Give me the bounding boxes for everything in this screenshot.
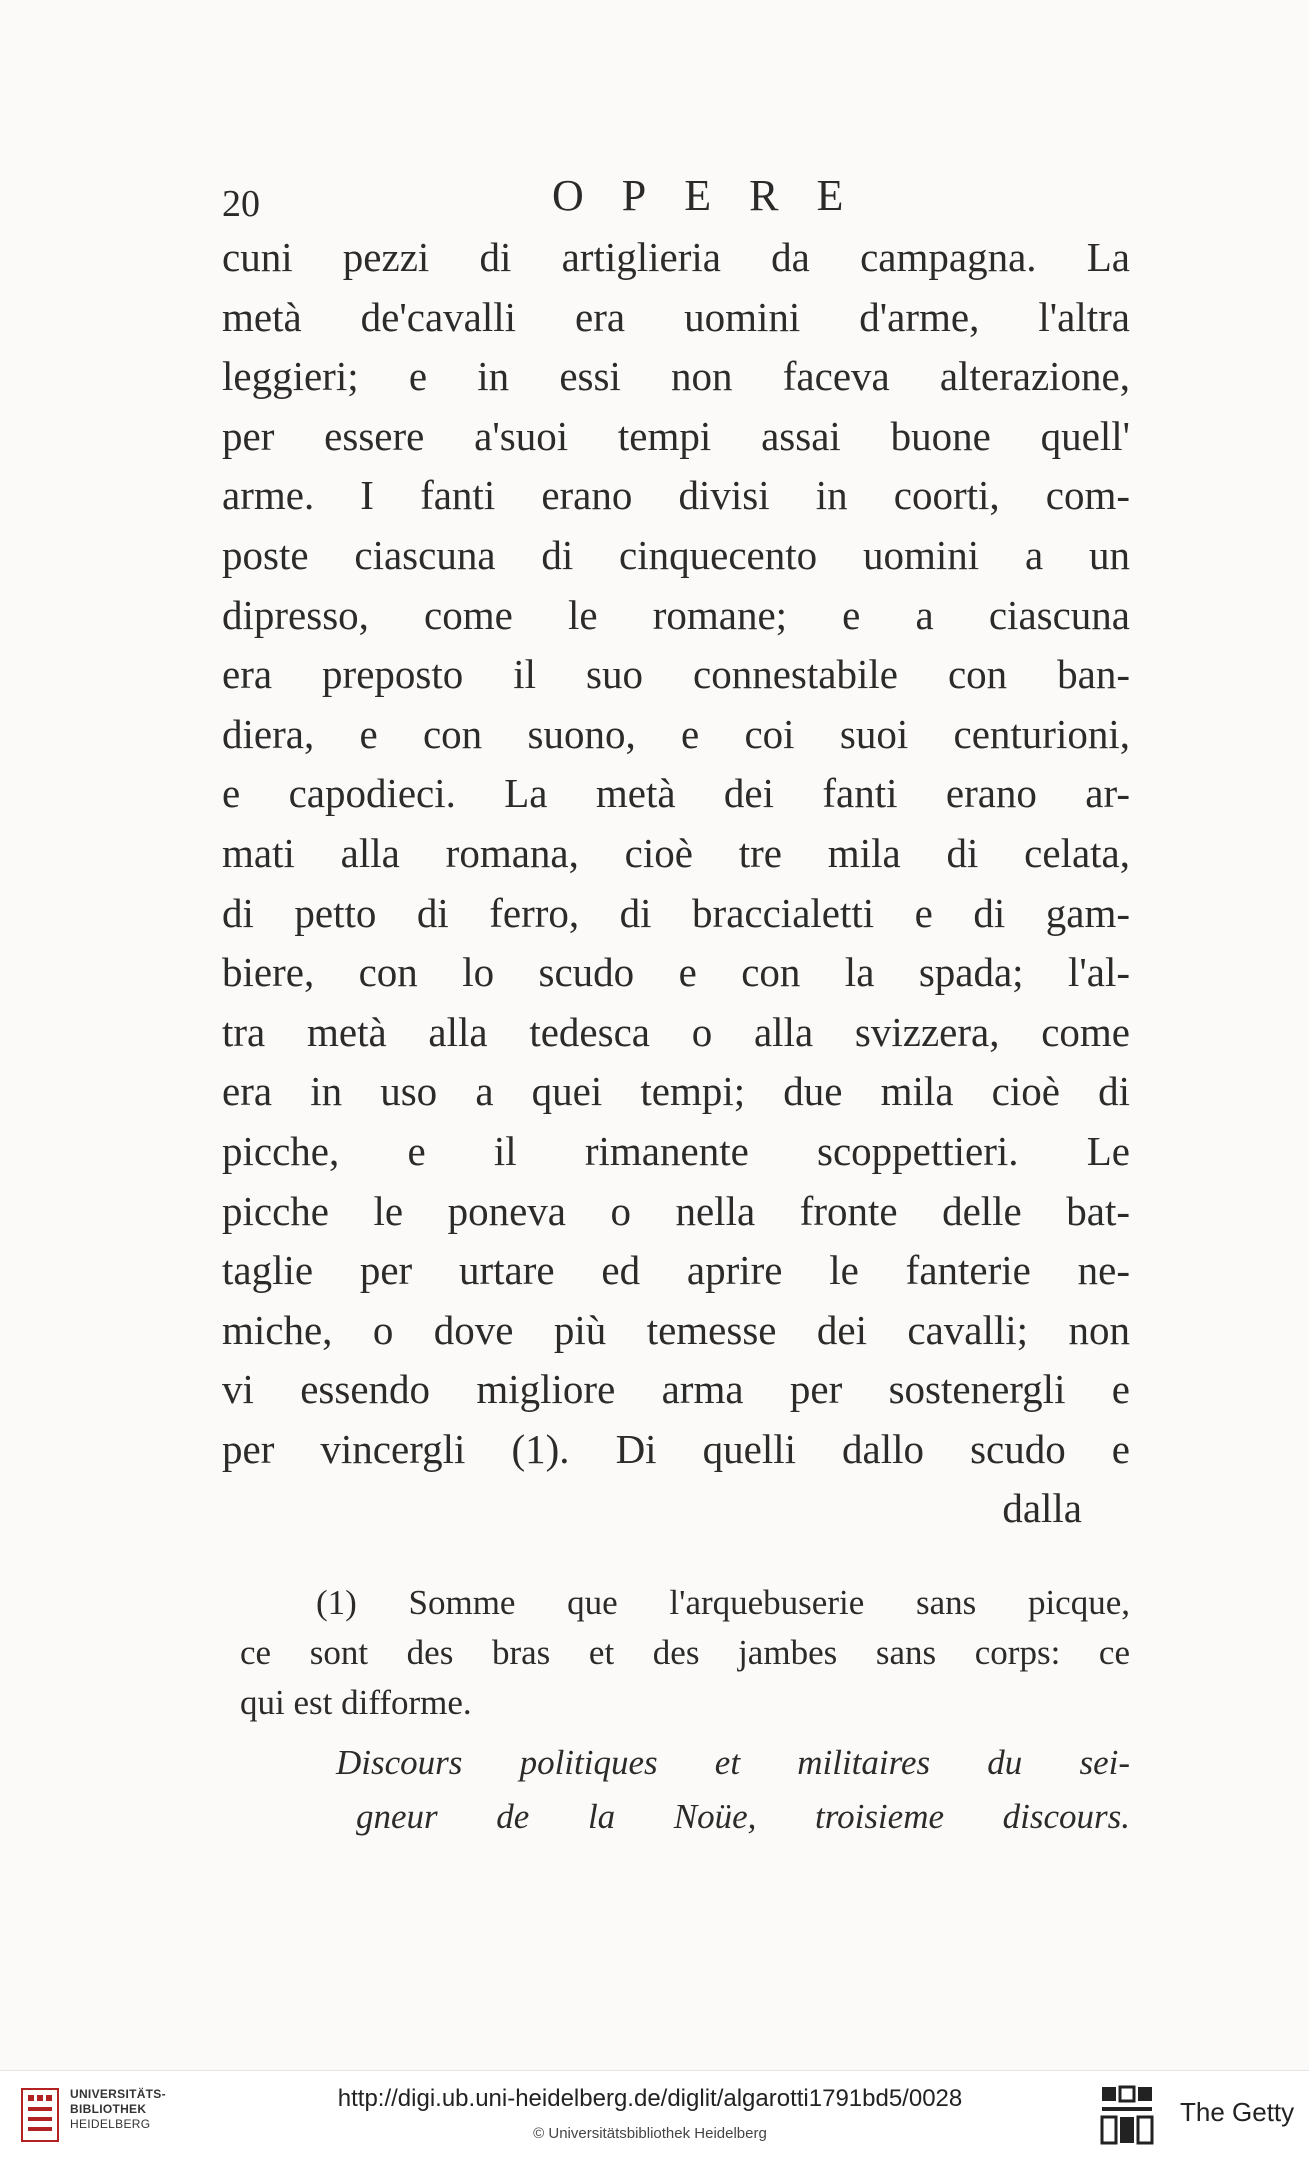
getty-logo-icon[interactable] (1100, 2085, 1156, 2147)
text-line: miche, o dove più temesse dei cavalli; non (222, 1306, 1130, 1353)
text-line: diera, e con suono, e coi suoi centurioni, (222, 710, 1130, 757)
text-line: leggieri; e in essi non faceva alterazione, (222, 353, 1130, 400)
library-name (70, 2087, 166, 2132)
catchword: dalla (1002, 1485, 1082, 1532)
text-line: taglie per urtare ed aprire le fanterie ne- (222, 1247, 1130, 1294)
university-library-logo-icon[interactable] (20, 2087, 60, 2143)
text-line: per essere a'suoi tempi assai buone quell' (222, 412, 1130, 459)
text-line: vi essendo migliore arma per sostenergli e (222, 1366, 1130, 1413)
text-line: tra metà alla tedesca o alla svizzera, come (222, 1008, 1130, 1055)
citation-line: Discours politiques et militaires du sei- (336, 1743, 1130, 1782)
text-line: poste ciascuna di cinquecento uomini a un (222, 531, 1130, 578)
citation-line: gneur de la Noüe, troisieme discours. (356, 1797, 1130, 1836)
library-name-line: HEIDELBERG (70, 2117, 151, 2131)
text-line: era in uso a quei tempi; due mila cioè di (222, 1068, 1130, 1115)
text-line: di petto di ferro, di braccialetti e di gam- (222, 889, 1130, 936)
footnote-line: (1) Somme que l'arquebuserie sans picque, (316, 1583, 1130, 1622)
text-line: picche le poneva o nella fronte delle bat- (222, 1187, 1130, 1234)
footnote-citation (336, 1736, 1130, 1844)
main-text (222, 228, 1130, 1539)
text-line: biere, con lo scudo e con la spada; l'al- (222, 949, 1130, 996)
text-line: mati alla romana, cioè tre mila di celata, (222, 829, 1130, 876)
viewer-footer (0, 2070, 1309, 2161)
permalink-url[interactable]: http://digi.ub.uni-heidelberg.de/diglit/algarotti1791bd5/0028 (337, 2085, 963, 2112)
page-number: 20 (222, 183, 260, 225)
footnote-line: ce sont des bras et des jambes sans corps: ce (240, 1633, 1130, 1672)
footnote-line: qui est difforme. (240, 1683, 472, 1722)
running-title: OPERE (552, 171, 882, 220)
text-line: cuni pezzi di artiglieria da campagna. La (222, 234, 1130, 280)
text-line: metà de'cavalli era uomini d'arme, l'altra (222, 293, 1130, 340)
text-line: per vincergli (1). Di quelli dallo scudo e (222, 1425, 1130, 1472)
text-line: dipresso, come le romane; e a ciascuna (222, 591, 1130, 638)
footnote (240, 1578, 1130, 1728)
library-name-line: BIBLIOTHEK (70, 2102, 147, 2116)
page-header (222, 170, 1122, 230)
text-line: era preposto il suo connestabile con ban- (222, 651, 1130, 698)
library-name-line: UNIVERSITÄTS- (70, 2087, 166, 2101)
text-line: picche, e il rimanente scoppettieri. Le (222, 1127, 1130, 1174)
text-line: e capodieci. La metà dei fanti erano ar- (222, 770, 1130, 817)
partner-name[interactable]: The Getty (1180, 2097, 1295, 2127)
copyright-notice: © Universitätsbibliothek Heidelberg (533, 2125, 767, 2142)
text-line: arme. I fanti erano divisi in coorti, com- (222, 472, 1130, 519)
